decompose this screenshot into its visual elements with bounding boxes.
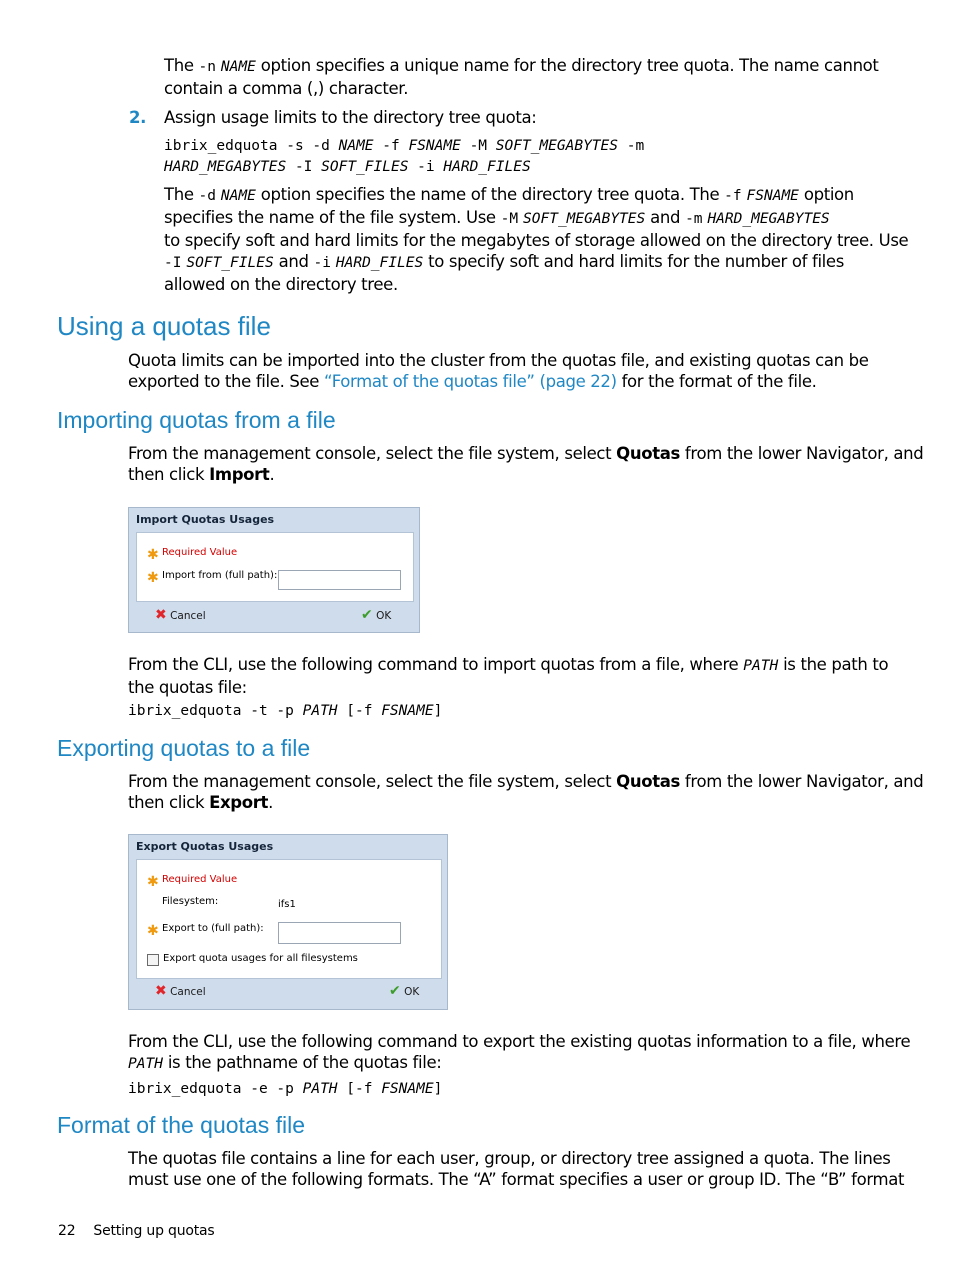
ok-button[interactable]: ✔ OK bbox=[361, 607, 392, 623]
import-cli-paragraph: From the CLI, use the following command to import quotas from a file, where PATH is the path to the quotas file: bbox=[128, 655, 889, 697]
import-path-input[interactable] bbox=[278, 570, 401, 590]
cancel-button[interactable]: ✖ Cancel bbox=[155, 983, 206, 999]
heading-format: Format of the quotas file bbox=[57, 1112, 306, 1138]
export-command: ibrix_edquota -e -p PATH [-f FSNAME] bbox=[128, 1081, 443, 1097]
format-link[interactable]: “Format of the quotas file” (page 22) bbox=[324, 372, 617, 391]
filesystem-label: Filesystem: bbox=[162, 896, 219, 907]
heading-using-quotas-file: Using a quotas file bbox=[57, 311, 271, 341]
export-path-input[interactable] bbox=[278, 922, 401, 944]
close-icon: ✖ bbox=[155, 983, 167, 999]
intro-text: option specifies a unique name for the directory tree quota. The name cannot bbox=[260, 56, 879, 75]
intro-paragraph: The -n NAME option specifies a unique name for the directory tree quota. The name cannot contain a comma (,) character. bbox=[164, 55, 884, 99]
footer-section: Setting up quotas bbox=[93, 1223, 215, 1239]
close-icon: ✖ bbox=[155, 607, 167, 623]
all-filesystems-checkbox[interactable] bbox=[147, 954, 159, 966]
intro-text-2: contain a comma (,) character. bbox=[164, 79, 409, 98]
step2-explanation: The -d NAME option specifies the name of the directory tree quota. The -f FSNAME option specifies the name of the file system. Use -M SOFT_MEGABYTES and -m HARD_MEGABYTES to specify soft and hard limits for the megabytes of storage allowed on the directory tree. Use -I SOFT_FILES and -i HARD_FILES to specify soft and hard limits for the number of files allowed on the directory tree. bbox=[164, 185, 909, 294]
using-paragraph: Quota limits can be imported into the cluster from the quotas file, and existing quotas can be exported to the file. See “Format of the quotas file” (page 22) for the format of the file. bbox=[128, 351, 869, 391]
required-star-icon: ✱ bbox=[147, 570, 159, 586]
required-value-label: Required Value bbox=[162, 547, 238, 558]
opt-n: -n bbox=[198, 59, 217, 75]
import-command: ibrix_edquota -t -p PATH [-f FSNAME] bbox=[128, 703, 443, 719]
import-dialog-body bbox=[136, 532, 414, 602]
cancel-button[interactable]: ✖ Cancel bbox=[155, 607, 206, 623]
page-footer bbox=[58, 1223, 215, 1239]
ok-button[interactable]: ✔ OK bbox=[389, 983, 420, 999]
import-dialog bbox=[128, 507, 420, 633]
step-text: Assign usage limits to the directory tree quota: bbox=[164, 108, 537, 127]
import-paragraph: From the management console, select the file system, select Quotas from the lower Navigator, and then click Import. bbox=[128, 444, 924, 484]
heading-importing: Importing quotas from a file bbox=[57, 407, 336, 433]
checkmark-icon: ✔ bbox=[389, 983, 401, 999]
export-cli-paragraph: From the CLI, use the following command to export the existing quotas information to a file, where PATH is the pathname of the quotas file: bbox=[128, 1032, 911, 1072]
checkmark-icon: ✔ bbox=[361, 607, 373, 623]
all-filesystems-label: Export quota usages for all filesystems bbox=[163, 953, 358, 964]
required-value-label: Required Value bbox=[162, 874, 238, 885]
export-dialog bbox=[128, 834, 448, 1010]
code-line-2: HARD_MEGABYTES -I SOFT_FILES -i HARD_FILES bbox=[164, 159, 531, 175]
export-path-label: Export to (full path): bbox=[162, 923, 264, 934]
required-star-icon: ✱ bbox=[147, 923, 159, 939]
required-star-icon: ✱ bbox=[147, 547, 159, 563]
import-path-label: Import from (full path): bbox=[162, 570, 278, 581]
export-paragraph: From the management console, select the file system, select Quotas from the lower Navigator, and then click Export. bbox=[128, 772, 924, 812]
name-placeholder: NAME bbox=[220, 59, 256, 75]
required-star-icon: ✱ bbox=[147, 874, 159, 890]
page-number: 22 bbox=[58, 1223, 76, 1239]
filesystem-value: ifs1 bbox=[278, 899, 296, 910]
import-dialog-title: Import Quotas Usages bbox=[136, 513, 275, 526]
code-line-1: ibrix_edquota -s -d NAME -f FSNAME -M SOFT_MEGABYTES -m bbox=[164, 138, 645, 154]
heading-exporting: Exporting quotas to a file bbox=[57, 735, 311, 761]
export-dialog-title: Export Quotas Usages bbox=[136, 840, 274, 853]
format-paragraph: The quotas file contains a line for each user, group, or directory tree assigned a quota. The lines must use one of the following formats. The “A” format specifies a user or group ID. The “B” format bbox=[128, 1149, 905, 1189]
export-dialog-body bbox=[136, 859, 442, 979]
step-number: 2. bbox=[129, 108, 147, 127]
